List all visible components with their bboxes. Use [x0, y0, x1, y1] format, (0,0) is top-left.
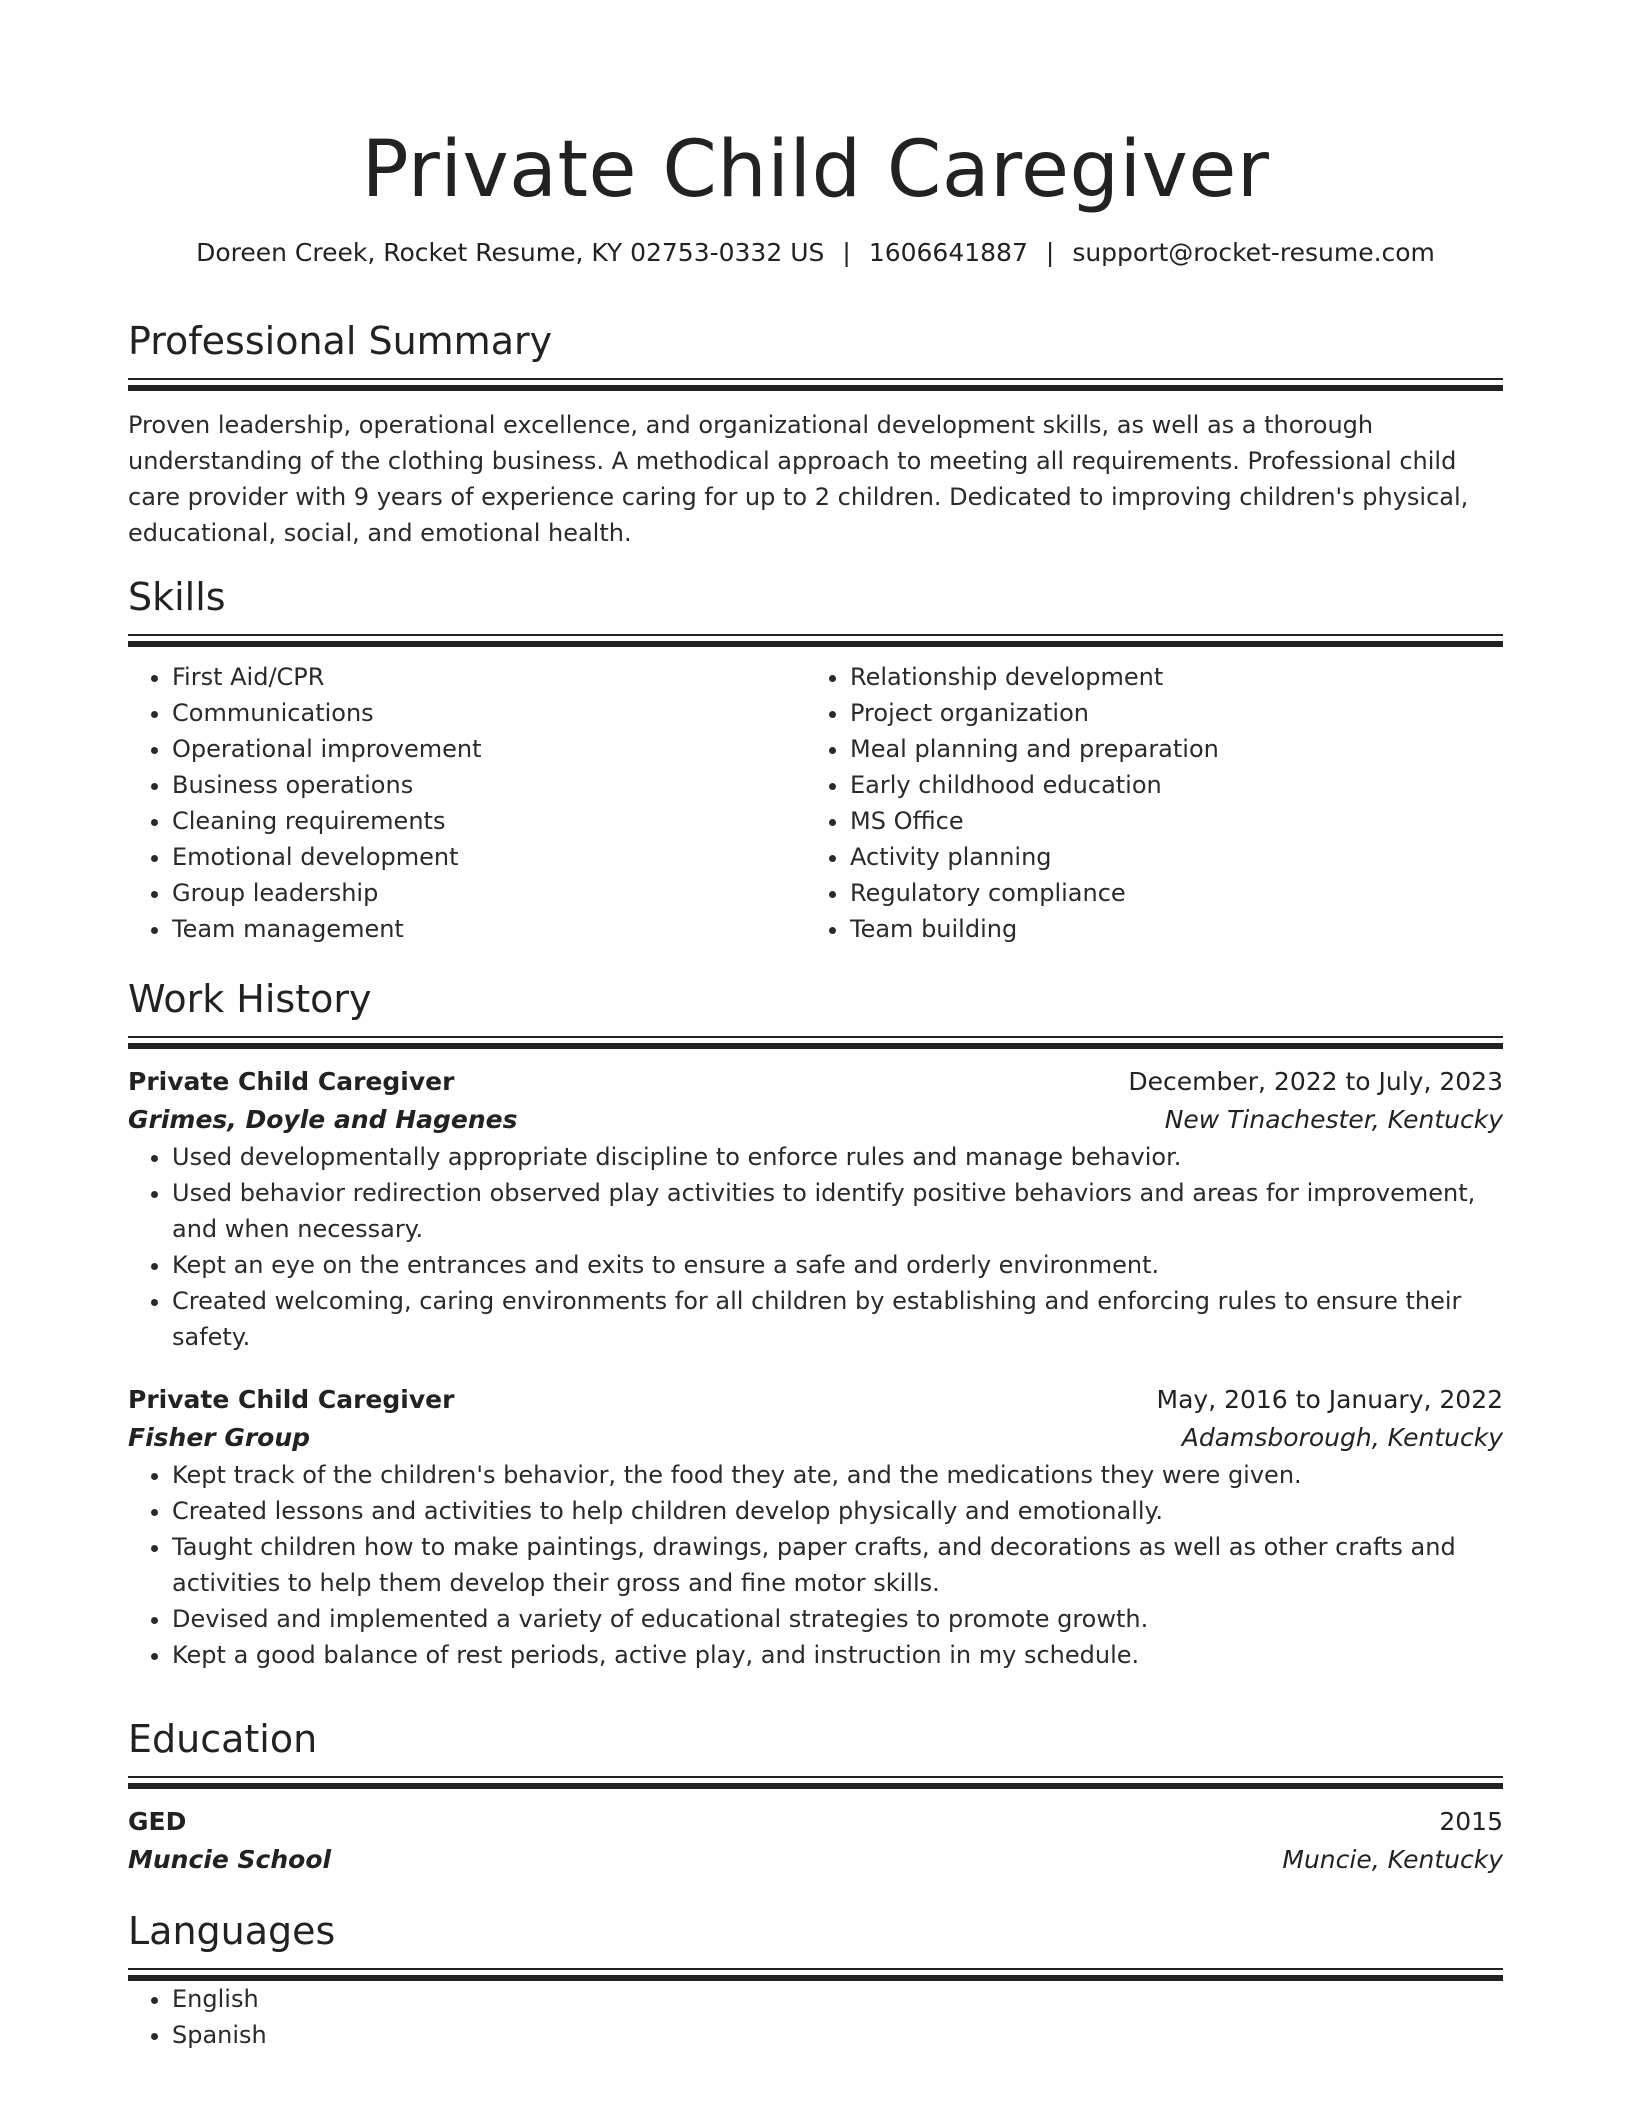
- skills-list-left: [128, 659, 806, 947]
- education-degree: GED: [128, 1807, 187, 1836]
- summary-text: Proven leadership, operational excellence, and organizational development skills, as well as a thorough understanding of the clothing business. A methodical approach to meeting all requirements. Professional child care provider with 9 years of experience caring for up to 2 children. Dedicated to improving children's physical, educational, social, and emotional health.: [128, 411, 1469, 547]
- skill-item: • First Aid/CPR: [172, 659, 806, 695]
- education-school: Muncie School: [128, 1845, 332, 1874]
- languages-list: [128, 1981, 1503, 2053]
- job-duty: • Used developmentally appropriate discipline to enforce rules and manage behavior.: [172, 1139, 1503, 1175]
- education-location: Muncie, Kentucky: [1282, 1845, 1503, 1874]
- job-duty: • Used behavior redirection observed play activities to identify positive behaviors and areas for improvement, and when necessary.: [172, 1175, 1503, 1247]
- skills-list-right: [806, 659, 1484, 947]
- section-divider: [128, 378, 1503, 380]
- education-entry: [128, 1803, 1503, 1879]
- contact-email[interactable]: support@rocket-resume.com: [1072, 238, 1435, 267]
- education-section: [128, 1716, 1503, 1879]
- job-entry: [128, 1063, 1503, 1355]
- job-header: [128, 1063, 1503, 1101]
- job-entry: [128, 1381, 1503, 1673]
- skill-item: • Operational improvement: [172, 731, 806, 767]
- skills-section: [128, 574, 1503, 947]
- language-item: • Spanish: [172, 2017, 1503, 2053]
- contact-phone: 1606641887: [868, 238, 1028, 267]
- job-company: Grimes, Doyle and Hagenes: [128, 1105, 518, 1134]
- skill-item: • Communications: [172, 695, 806, 731]
- job-company: Fisher Group: [128, 1423, 311, 1452]
- section-title-skills: Skills: [128, 575, 226, 619]
- education-header: [128, 1803, 1503, 1841]
- section-title-education: Education: [128, 1717, 318, 1761]
- job-subheader: [128, 1419, 1503, 1457]
- language-item: • English: [172, 1981, 1503, 2017]
- section-title-summary: Professional Summary: [128, 319, 553, 363]
- job-duty: • Devised and implemented a variety of educational strategies to promote growth.: [172, 1601, 1503, 1637]
- skill-item: • Emotional development: [172, 839, 806, 875]
- skill-item: • Activity planning: [850, 839, 1484, 875]
- resume-page: [128, 0, 1503, 2049]
- job-dates: December, 2022 to July, 2023: [1128, 1067, 1503, 1096]
- section-title-languages: Languages: [128, 1909, 336, 1953]
- skill-item: • Group leadership: [172, 875, 806, 911]
- job-location: New Tinachester, Kentucky: [1164, 1105, 1503, 1134]
- skill-item: • Project organization: [850, 695, 1484, 731]
- job-duty: • Kept track of the children's behavior, the food they ate, and the medications they were given.: [172, 1457, 1503, 1493]
- job-duties: [128, 1457, 1503, 1673]
- section-divider-thick: [128, 385, 1503, 391]
- contact-separator: |: [1045, 238, 1055, 267]
- job-header: [128, 1381, 1503, 1419]
- skill-item: • Cleaning requirements: [172, 803, 806, 839]
- summary-section: [128, 318, 1503, 551]
- section-divider-thick: [128, 1043, 1503, 1049]
- contact-separator: |: [842, 238, 851, 267]
- section-divider: [128, 1968, 1503, 1970]
- contact-line: [128, 236, 1503, 270]
- job-duty: • Kept a good balance of rest periods, active play, and instruction in my schedule.: [172, 1637, 1503, 1673]
- job-subheader: [128, 1101, 1503, 1139]
- skills-columns: [128, 659, 1503, 947]
- section-divider: [128, 634, 1503, 636]
- skill-item: • Team building: [850, 911, 1484, 947]
- job-dates: May, 2016 to January, 2022: [1156, 1385, 1503, 1414]
- job-title: Private Child Caregiver: [128, 1067, 455, 1096]
- job-duty: • Taught children how to make paintings, drawings, paper crafts, and decorations as well as other crafts and activities to help them develop their gross and fine motor skills.: [172, 1529, 1503, 1601]
- job-duties: [128, 1139, 1503, 1355]
- skill-item: • Business operations: [172, 767, 806, 803]
- job-title: Private Child Caregiver: [128, 1385, 455, 1414]
- skill-item: • Early childhood education: [850, 767, 1484, 803]
- section-divider-thick: [128, 1783, 1503, 1789]
- languages-section: [128, 1908, 1503, 2053]
- education-subheader: [128, 1841, 1503, 1879]
- section-divider: [128, 1036, 1503, 1038]
- candidate-name: Private Child Caregiver: [361, 125, 1270, 215]
- section-divider: [128, 1776, 1503, 1778]
- job-duty: • Created lessons and activities to help children develop physically and emotionally.: [172, 1493, 1503, 1529]
- job-duty: • Kept an eye on the entrances and exits to ensure a safe and orderly environment.: [172, 1247, 1503, 1283]
- skill-item: • Regulatory compliance: [850, 875, 1484, 911]
- contact-address: Doreen Creek, Rocket Resume, KY 02753-0332 US: [196, 238, 825, 267]
- skill-item: • Meal planning and preparation: [850, 731, 1484, 767]
- work-history-section: [128, 976, 1503, 1673]
- skill-item: • Relationship development: [850, 659, 1484, 695]
- skill-item: • MS Office: [850, 803, 1484, 839]
- job-duty: • Created welcoming, caring environments for all children by establishing and enforcing rules to ensure their safety.: [172, 1283, 1503, 1355]
- skill-item: • Team management: [172, 911, 806, 947]
- education-year: 2015: [1439, 1807, 1503, 1836]
- section-divider-thick: [128, 641, 1503, 647]
- section-title-work: Work History: [128, 977, 372, 1021]
- job-location: Adamsborough, Kentucky: [1181, 1423, 1503, 1452]
